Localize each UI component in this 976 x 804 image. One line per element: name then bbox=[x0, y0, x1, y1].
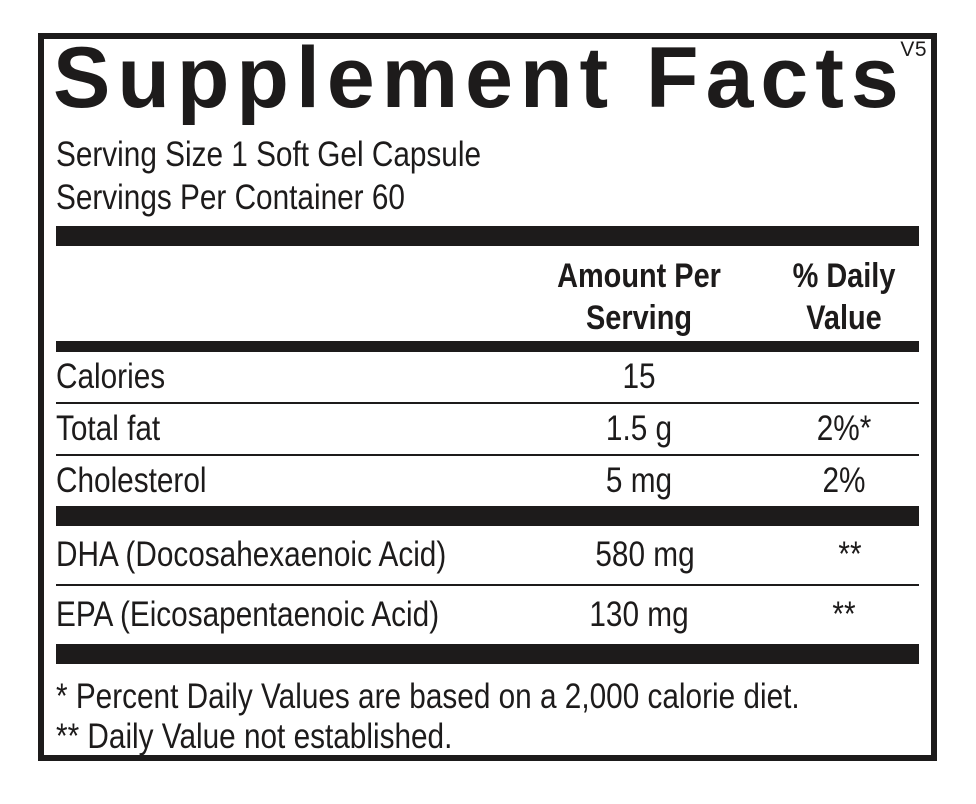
divider-bar-middle bbox=[56, 506, 919, 526]
serving-info bbox=[56, 133, 919, 219]
amount-value: 15 bbox=[622, 357, 656, 396]
serving-size-line: Serving Size 1 Soft Gel Capsule bbox=[56, 135, 481, 174]
table-header bbox=[56, 246, 919, 341]
header-dv-line1: % Daily bbox=[792, 257, 896, 295]
amount-value: 1.5 g bbox=[605, 409, 673, 448]
panel-title: Supplement Facts bbox=[53, 33, 906, 126]
nutrient-label: Total fat bbox=[56, 409, 161, 448]
divider-bar-header bbox=[56, 341, 919, 352]
amount-value: 580 mg bbox=[595, 535, 695, 574]
amount-value: 130 mg bbox=[589, 595, 689, 634]
footnote-daily-value-not-established: ** Daily Value not established. bbox=[56, 717, 453, 756]
amount-value: 5 mg bbox=[605, 461, 673, 500]
ingredient-row-epa bbox=[56, 586, 919, 644]
nutrient-row-calories bbox=[56, 352, 919, 402]
divider-bar-bottom bbox=[56, 644, 919, 664]
daily-value: 2% bbox=[822, 461, 866, 500]
footnote-percent-daily-values: * Percent Daily Values are based on a 2,000 calorie diet. bbox=[56, 677, 800, 716]
version-tag: V5 bbox=[900, 38, 927, 61]
footnotes bbox=[56, 677, 919, 757]
header-percent-daily-value bbox=[769, 255, 919, 339]
nutrient-row-cholesterol bbox=[56, 456, 919, 506]
nutrient-label: Cholesterol bbox=[56, 461, 207, 500]
divider-bar-top bbox=[56, 226, 919, 246]
ingredient-label: EPA (Eicosapentaenoic Acid) bbox=[56, 595, 440, 634]
header-amount-line2: Serving bbox=[585, 299, 693, 337]
nutrient-row-total-fat bbox=[56, 404, 919, 454]
header-amount-line1: Amount Per bbox=[557, 257, 721, 295]
ingredient-row-dha bbox=[56, 526, 919, 584]
daily-value: ** bbox=[832, 595, 856, 634]
servings-per-container-line: Servings Per Container 60 bbox=[56, 178, 405, 217]
daily-value: 2%* bbox=[816, 409, 872, 448]
daily-value: ** bbox=[838, 535, 862, 574]
header-dv-line2: Value bbox=[806, 299, 882, 337]
header-amount-per-serving bbox=[509, 255, 769, 339]
ingredient-label: DHA (Docosahexaenoic Acid) bbox=[56, 535, 447, 574]
supplement-facts-panel bbox=[38, 33, 937, 761]
nutrient-label: Calories bbox=[56, 357, 166, 396]
